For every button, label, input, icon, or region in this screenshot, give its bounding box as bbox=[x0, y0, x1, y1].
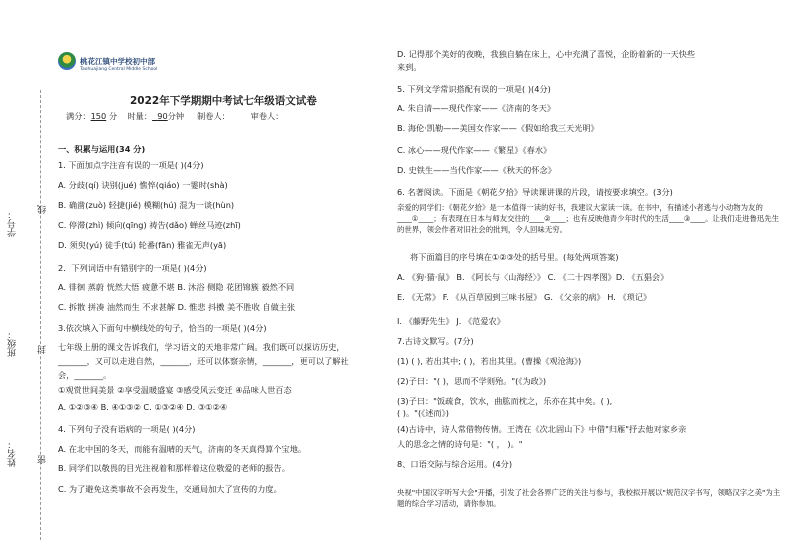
passage-hanzi: 央视"中国汉字听写大会"开播，引发了社会各界广泛的关注与参与，我校拟开展以"规范汉字书写，领略汉字之美"为主题的综合学习活动，请你参加。 bbox=[397, 488, 781, 508]
school-name: 桃花江镇中学校初中部 bbox=[80, 57, 155, 66]
binding-mark-secret: 密 bbox=[38, 455, 48, 464]
right-question-line: (2)子曰："( )，思而不学则殆。"(《为政》) bbox=[397, 376, 547, 386]
school-name-en: Taohuajiang Central Middle School bbox=[80, 67, 158, 72]
right-question-line: (1) ( ), 若出其中; ( )，若出其里。(曹操《观沧海》) bbox=[397, 356, 582, 366]
student-number-label: 学号： bbox=[8, 210, 18, 237]
exam-title: 2022年下学期期中考试七年级语文试卷 bbox=[130, 95, 317, 107]
left-question-line: A. 徘徊 蒸蔚 恍然大悟 疲惫不堪 B. 沐浴 侧隐 花团锦簇 毅然不同 bbox=[58, 282, 295, 292]
right-question-line: ( )。"(《述而》) bbox=[397, 408, 449, 418]
left-question-line: B. 确凿(zuò) 轻捷(jié) 模糊(hú) 混为一谈(hùn) bbox=[58, 200, 235, 210]
left-question-line: 1. 下面加点字注音有误的一项是( )(4分) bbox=[58, 160, 204, 170]
school-logo-icon bbox=[58, 52, 76, 70]
left-question-line: C. 为了避免这类事故不会再发生，交通局加大了宣传的力度。 bbox=[58, 484, 282, 494]
left-question-line: A. ①②③④ B. ④①③② C. ①③②④ D. ③①②④ bbox=[58, 402, 228, 412]
left-question-line: C. 停滞(zhì) 倾向(qīng) 祷告(dǎo) 蝉丝马迹(zhī) bbox=[58, 220, 241, 230]
left-question-line: D. 须臾(yú) 徒手(tú) 轮番(fān) 雅雀无声(yā) bbox=[58, 240, 227, 250]
right-question-line: A. 《狗·猫·鼠》 B. 《阿长与〈山海经〉》 C. 《二十四孝图》D. 《五猖会》 bbox=[397, 272, 669, 282]
right-question-line: B. 海伦·凯勒——美国女作家——《假如给我三天光明》 bbox=[397, 123, 599, 133]
left-question-line: C. 拆散 拼凑 油然而生 不求甚解 D. 惟悲 抖擞 美不胜收 自做主张 bbox=[58, 302, 296, 312]
right-question-line: 6. 名著阅读。下面是《朝花夕拾》导读课讲课的片段，请按要求填空。(3分) bbox=[397, 187, 673, 197]
binding-line bbox=[40, 90, 41, 540]
left-question-line: _______，又可以走进自然，_______，还可以体察亲情，_______，更可以了解社 bbox=[58, 356, 349, 366]
right-question-line: 来到。 bbox=[397, 62, 422, 72]
class-label: 班级： bbox=[8, 330, 18, 357]
right-question-line: 8、口语交际与综合运用。(4分) bbox=[397, 459, 513, 469]
passage-zhaohua: 亲爱的同学们：《朝花夕拾》是一本值得一读的好书，我建议大家读一读。在书中，有描述小者逃与小动物为友的____①____；有表现在日本与师友交往的____②____；也有反映他青少年时代的生活____③____。让我们走进鲁迅先生的世界，领会作者对旧社会的批判，令人回味无穷。 bbox=[397, 203, 780, 234]
name-label: 姓名： bbox=[8, 440, 18, 467]
left-question-line: 一、积累与运用(34 分) bbox=[58, 144, 146, 154]
right-question-line: 将下面篇目的序号填在①②③处的括号里。(每处两项答案) bbox=[410, 252, 619, 262]
exam-info: 满分：150 分 时量： 90分钟 制卷人： 审卷人： bbox=[66, 111, 284, 121]
left-question-line: A. 分歧(qí) 诀别(jué) 憔悴(qiáo) 一霎时(shà) bbox=[58, 180, 228, 190]
binding-mark-line: 线 bbox=[38, 205, 48, 214]
right-question-line: 7.古诗文默写。(7分) bbox=[397, 336, 474, 346]
binding-mark-seal: 封 bbox=[38, 345, 48, 354]
right-question-line: D. 记得那个美好的夜晚，我独自躺在床上，心中充满了喜悦，企盼着新的一天快些 bbox=[397, 49, 696, 59]
right-question-line: A. 朱自清——现代作家——《济南的冬天》 bbox=[397, 103, 556, 113]
right-question-line: D. 史铁生——当代作家——《秋天的怀念》 bbox=[397, 165, 556, 175]
left-question-line: 2．下列词语中有错别字的一项是( )(4分) bbox=[58, 263, 207, 273]
left-question-line: 七年级上册的课文告诉我们，学习语文的天地非常广阔。我们既可以探访历史， bbox=[58, 342, 345, 352]
right-question-line: 5. 下列文学常识搭配有误的一项是( )(4分) bbox=[397, 84, 551, 94]
right-question-line: (3)子曰："饭疏食，饮水，曲肱而枕之，乐亦在其中矣。( ), bbox=[397, 396, 613, 406]
left-question-line: B. 同学们以敬畏的目光注视着和那样着这位敬爱的老师的报告。 bbox=[58, 463, 290, 473]
right-question-line: (4)古诗中，诗人常借物传情。王湾在《次北固山下》中借"归雁"抒去他对家乡亲 bbox=[397, 424, 687, 434]
left-question-line: 4. 下列句子没有语病的一项是( )(4分) bbox=[58, 424, 196, 434]
right-question-line: E. 《无常》 F. 《从百草园到三味书屋》 G. 《父亲的病》 H. 《琐记》 bbox=[397, 292, 652, 302]
left-question-line: ①观赏世间美景 ②享受温暖盛宴 ③感受风云变迁 ④品味人世百态 bbox=[58, 385, 292, 395]
right-question-line: C. 冰心——现代作家——《繁星》《春水》 bbox=[397, 145, 552, 155]
left-question-line: 3.依次填入下面句中横线处的句子，恰当的一项是( )(4分) bbox=[58, 323, 267, 333]
left-question-line: 会，_______。 bbox=[58, 370, 112, 380]
left-question-line: A. 在北中国的冬天，而能有温晴的天气，济南的冬天真得算个宝地。 bbox=[58, 444, 307, 454]
right-question-line: I. 《藤野先生》 J. 《范爱农》 bbox=[397, 316, 505, 326]
right-question-line: 人的思念之情的诗句是："( ， )。" bbox=[397, 439, 523, 449]
